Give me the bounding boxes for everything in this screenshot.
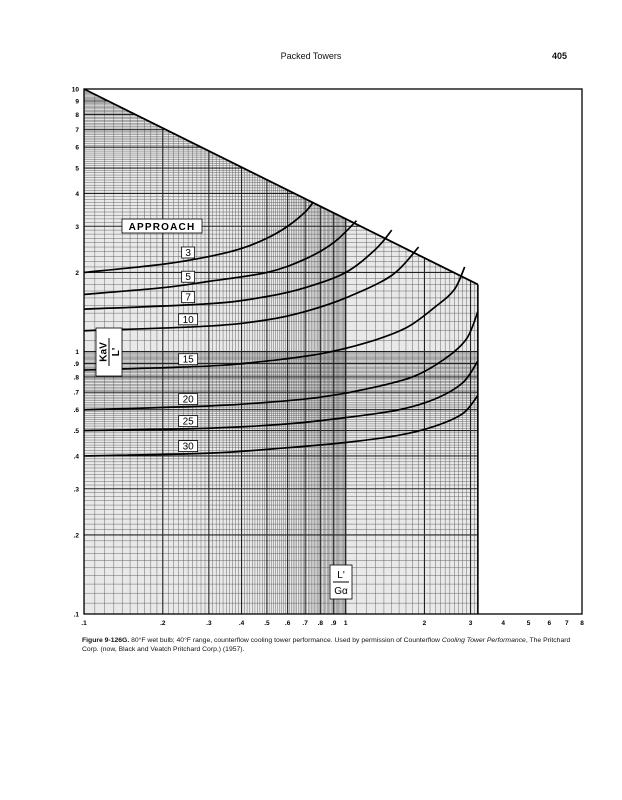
y-tick-label: 6	[75, 144, 79, 152]
y-tick-label: .1	[73, 611, 79, 619]
y-axis-ticks	[72, 87, 80, 619]
series-label-5: 5	[185, 272, 191, 284]
y-tick-label: .8	[73, 374, 79, 382]
y-tick-label: 10	[71, 86, 79, 94]
page-number: 405	[552, 51, 568, 61]
x-tick-label: .3	[206, 620, 212, 627]
y-tick-label: .9	[73, 361, 79, 369]
y-tick-label: 2	[75, 269, 79, 277]
x-tick-label: .9	[330, 620, 337, 627]
x-tick-label: .7	[302, 620, 308, 627]
y-tick-label: 8	[75, 111, 79, 119]
series-label-7: 7	[185, 292, 191, 304]
x-axis-ticks	[81, 620, 584, 627]
x-tick-label: .2	[160, 620, 166, 627]
y-tick-label: 5	[75, 165, 79, 173]
y-tick-label: 3	[75, 223, 79, 231]
y-tick-label: 7	[75, 127, 79, 135]
caption-text-2: , The Pritchard Corp. (now, Black and Veatch Pritchard Corp.) (1957).	[82, 637, 571, 653]
figure-caption	[82, 636, 582, 654]
series-label-30: 30	[182, 441, 194, 453]
caption-text-1: 80°F wet bulb; 40°F range, counterflow cooling tower performance. Used by permission of Counterflow	[131, 637, 440, 644]
y-tick-label: .4	[73, 453, 79, 461]
y-tick-label: 1	[75, 349, 79, 356]
x-tick-label: 4	[501, 620, 506, 627]
caption-label: Figure 9-126G.	[82, 637, 130, 644]
y-tick-label: .5	[73, 428, 79, 436]
legend-title: APPROACH	[128, 222, 196, 233]
x-tick-label: 5	[526, 620, 531, 627]
caption-italic: Cooling Tower Performance	[441, 637, 526, 644]
y-axis-label-denominator: L'	[111, 347, 122, 357]
y-tick-label: .7	[73, 389, 79, 397]
x-tick-label: .6	[284, 620, 291, 627]
x-tick-label: 3	[468, 620, 473, 627]
y-axis-label-numerator: KaV	[98, 342, 110, 362]
y-tick-label: 4	[75, 190, 79, 198]
series-label-10: 10	[182, 314, 194, 326]
x-tick-label: .5	[264, 620, 270, 627]
running-title: Packed Towers	[280, 51, 342, 61]
y-tick-label: .3	[73, 486, 79, 494]
series-label-15: 15	[182, 354, 194, 366]
x-tick-label: .1	[81, 620, 87, 627]
x-axis-label-numerator: L'	[337, 570, 345, 581]
y-tick-label: .6	[73, 407, 79, 415]
x-tick-label: .8	[317, 620, 324, 627]
series-label-20: 20	[182, 394, 194, 406]
x-tick-label: 8	[580, 620, 584, 627]
y-tick-label: 9	[75, 98, 79, 106]
x-tick-label: 6	[547, 620, 552, 627]
series-label-3: 3	[185, 248, 191, 260]
x-axis-label	[330, 565, 352, 599]
y-axis-label	[96, 328, 122, 376]
y-tick-label: .2	[73, 532, 79, 540]
x-tick-label: .4	[238, 620, 245, 627]
x-tick-label: 2	[422, 620, 427, 627]
x-tick-label: 7	[565, 620, 569, 627]
x-axis-label-denominator: Gα	[334, 586, 348, 597]
x-tick-label: 1	[343, 620, 348, 627]
series-label-25: 25	[182, 416, 194, 428]
